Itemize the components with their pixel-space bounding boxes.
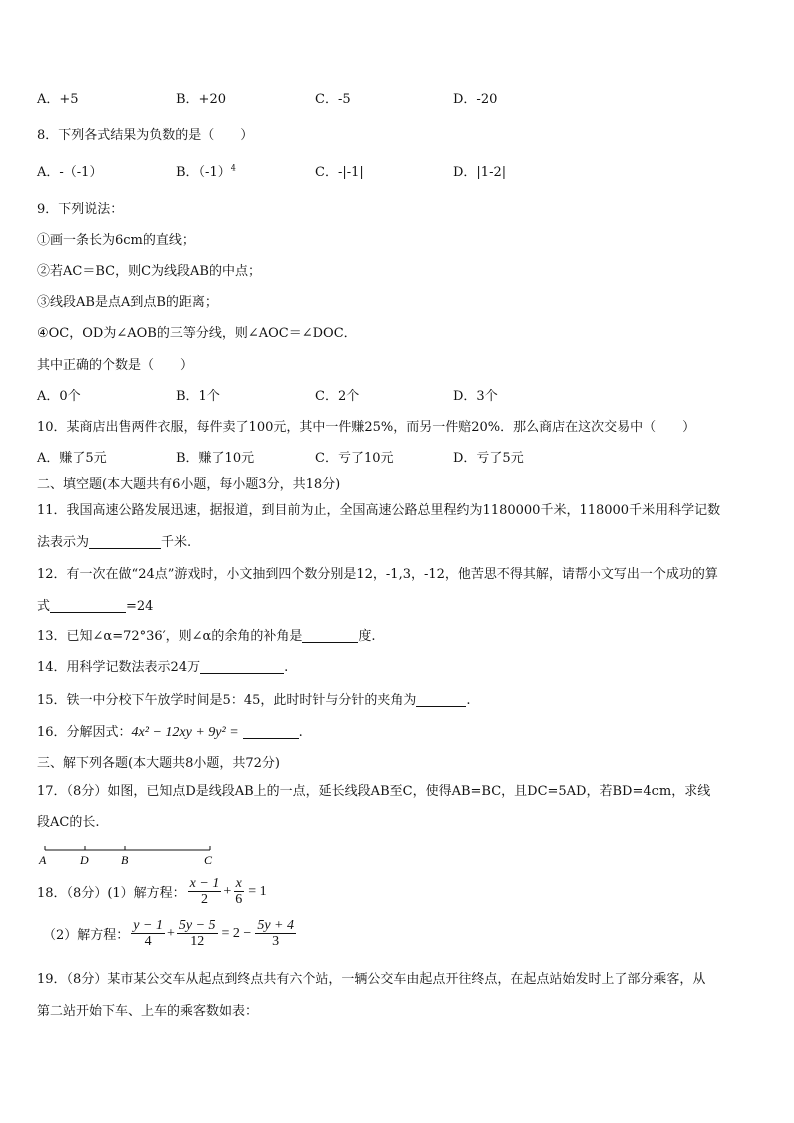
q18-equation-2: $\frac{y - 1}{4}$ + $\frac{5y - 5}{12}$ = 2 − $\frac{5y + 4}{3}$	[133, 918, 294, 949]
q10-option-a: A．赚了5元	[37, 451, 107, 466]
q14: 14．用科学记数法表示24万 .	[37, 660, 289, 675]
q14-answer-blank[interactable]	[200, 659, 284, 674]
q9-item-4: ④OC，OD为∠AOB的三等分线，则∠AOC＝∠DOC．	[37, 326, 357, 341]
q19-line-1: 19．（8分）某市某公交车从起点到终点共有六个站，一辆公交车由起点开往终点，在起点站始发时上了部分乘客，从	[37, 972, 706, 987]
q15: 15．铁一中分校下午放学时间是5：45，此时时针与分针的夹角为 .	[37, 693, 471, 708]
q8-stem: 8．下列各式结果为负数的是（ ）	[37, 128, 254, 143]
q8-option-c: C．-|-1|	[315, 165, 364, 180]
q11-line-1: 11．我国高速公路发展迅速，据报道，到目前为止，全国高速公路总里程约为1180000千米，118000千米用科学记数	[37, 503, 721, 518]
q8-option-a: A．-（-1）	[37, 165, 103, 180]
q10-stem: 10．某商店出售两件衣服，每件卖了100元，其中一件赚25%，而另一件赔20%．那么商店在这次交易中（ ）	[37, 420, 696, 435]
q8-option-b: B．$(-1)^4$	[176, 163, 236, 180]
q7-option-c: C．-5	[315, 92, 351, 107]
section-3-heading: 三、解下列各题(本大题共8小题，共72分)	[37, 756, 280, 771]
q16-expression: 4x² − 12xy + 9y² =	[131, 725, 239, 740]
q9-item-2: ②若AC＝BC，则C为线段AB的中点；	[37, 264, 261, 279]
segment-diagram	[30, 840, 230, 870]
q18-equation-1: $\frac{x - 1}{2}$ + $\frac{x}{6}$ = 1	[189, 876, 267, 907]
q9-option-c: C．2个	[315, 389, 360, 404]
point-label-d: D	[80, 853, 89, 867]
q17-line-1: 17．（8分）如图，已知点D是线段AB上的一点，延长线段AB至C，使得AB=BC，且DC=5AD，若BD=4cm，求线	[37, 784, 711, 799]
q7-option-a: A．+5	[37, 92, 79, 107]
q15-answer-blank[interactable]	[416, 692, 466, 707]
q13-answer-blank[interactable]	[302, 628, 358, 643]
q10-option-b: B．赚了10元	[176, 451, 255, 466]
q9-option-d: D．3个	[453, 389, 498, 404]
q18-part-1: 18．（8分）(1）解方程： $\frac{x - 1}{2}$ + $\frac{x}{6}$ = 1	[37, 876, 267, 907]
q9-item-1: ①画一条长为6cm的直线；	[37, 233, 195, 248]
point-label-a: A	[39, 853, 47, 867]
q7-option-b: B．+20	[176, 92, 226, 107]
q9-ask: 其中正确的个数是（ ）	[37, 358, 194, 373]
q13: 13．已知∠α=72°36′，则∠α的余角的补角是 度.	[37, 629, 376, 644]
q11-line-2: 法表示为 千米.	[37, 535, 192, 550]
q18-part-2: （2）解方程： $\frac{y - 1}{4}$ + $\frac{5y - 5}{12}$ = 2 − $\frac{5y + 4}{3}$	[43, 918, 298, 949]
q12-line-1: 12．有一次在做“24点”游戏时，小文抽到四个数分别是12，-1,3，-12，他苦思不得其解，请帮小文写出一个成功的算	[37, 567, 718, 582]
q19-line-2: 第二站开始下车、上车的乘客数如表：	[37, 1004, 259, 1019]
q9-option-b: B．1个	[176, 389, 220, 404]
point-label-c: C	[204, 853, 213, 867]
q12-line-2: 式 =24	[37, 599, 154, 614]
q8-option-d: D．|1-2|	[453, 165, 507, 180]
q16: 16．分解因式：4x² − 12xy + 9y² = .	[37, 725, 303, 740]
point-label-b: B	[121, 853, 129, 867]
q10-option-c: C．亏了10元	[315, 451, 394, 466]
q9-item-3: ③线段AB是点A到点B的距离；	[37, 295, 218, 310]
q7-option-d: D．-20	[453, 92, 498, 107]
q11-answer-blank[interactable]	[89, 534, 161, 549]
q10-option-d: D．亏了5元	[453, 451, 524, 466]
q17-line-2: 段AC的长.	[37, 815, 100, 830]
section-2-heading: 二、填空题(本大题共有6小题，每小题3分，共18分)	[37, 477, 341, 492]
q9-option-a: A．0个	[37, 389, 81, 404]
q16-answer-blank[interactable]	[243, 724, 299, 739]
q9-stem: 9．下列说法：	[37, 202, 124, 217]
q12-answer-blank[interactable]	[50, 598, 126, 613]
